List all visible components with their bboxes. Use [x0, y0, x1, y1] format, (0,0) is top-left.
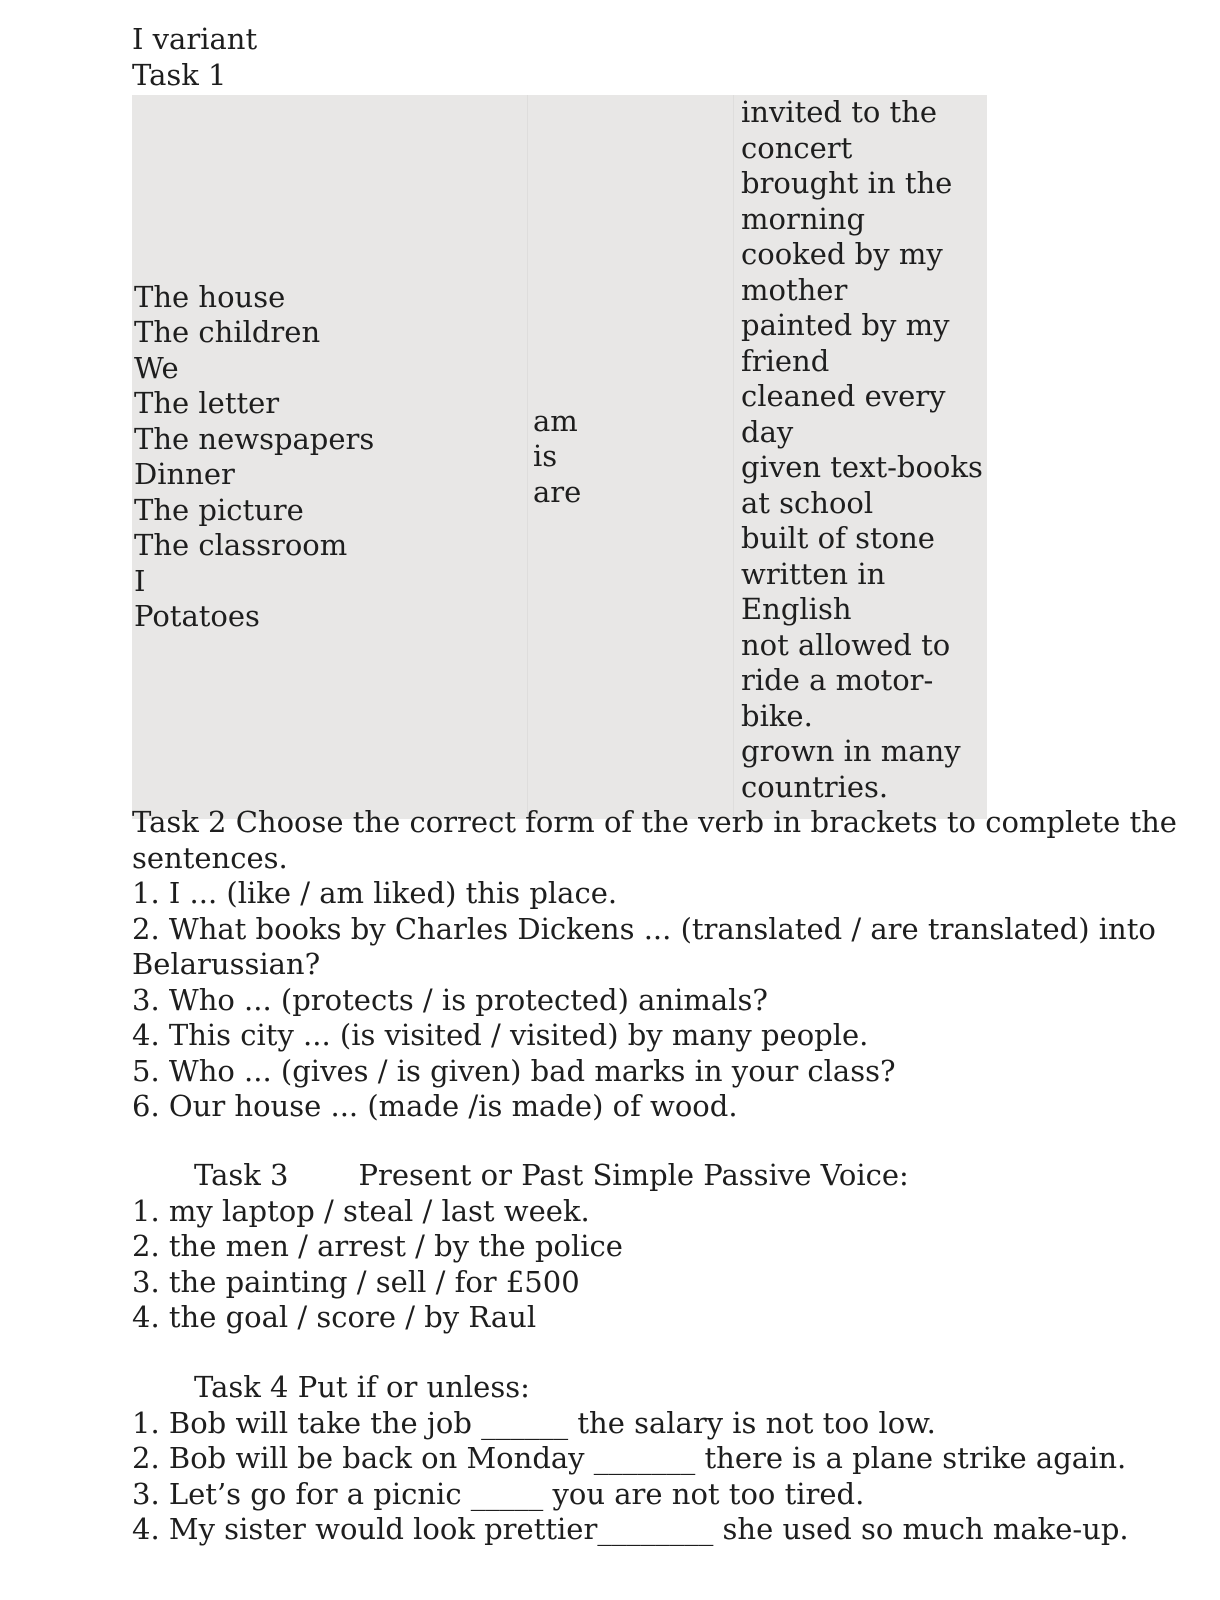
- task2-section: [132, 805, 1192, 1125]
- subject-item: The letter: [134, 386, 280, 420]
- phrase-item: built of stone: [741, 521, 935, 555]
- subject-item: The children: [134, 315, 321, 349]
- task4-item: 4. My sister would look prettier________ she used so much make-up.: [132, 1512, 1129, 1546]
- task2-item: 5. Who ... (gives / is given) bad marks in your class?: [132, 1053, 896, 1088]
- subject-item: The house: [134, 279, 286, 314]
- task2-item: 4. This city ... (is visited / visited) by many people.: [132, 1018, 869, 1052]
- task2-item: 2. What books by Charles Dickens ... (translated / are translated) into Belarussian?: [132, 911, 1156, 981]
- task4-item: 3. Let’s go for a picnic _____ you are not too tired.: [132, 1476, 865, 1511]
- subject-item: The picture: [134, 492, 304, 527]
- task3-item: 3. the painting / sell / for £500: [132, 1264, 580, 1299]
- phrase-item: not allowed to ride a motor-bike.: [741, 627, 951, 733]
- task3-item: 1. my laptop / steal / last week.: [132, 1193, 590, 1228]
- task2-instruction: Task 2 Choose the correct form of the verb in brackets to complete the sentences.: [132, 805, 1177, 875]
- verb-item: is: [533, 439, 558, 474]
- task4-section: [132, 1370, 1192, 1548]
- task1-table: [132, 95, 987, 819]
- subject-item: Dinner: [134, 457, 235, 491]
- task3-instruction: Present or Past Simple Passive Voice:: [358, 1158, 909, 1192]
- task1-title: Task 1: [132, 57, 227, 92]
- phrase-item: invited to the concert: [741, 95, 938, 165]
- subject-item: The classroom: [134, 528, 348, 562]
- task3-section: [132, 1158, 1192, 1336]
- task2-item: 6. Our house ... (made /is made) of wood.: [132, 1089, 738, 1123]
- task3-item: 2. the men / arrest / by the police: [132, 1229, 623, 1263]
- phrases-column: [734, 95, 987, 819]
- subject-item: The newspapers: [134, 421, 375, 456]
- variant-label: I variant: [132, 22, 258, 56]
- task2-item: 1. I ... (like / am liked) this place.: [132, 876, 618, 910]
- verb-item: am: [533, 403, 578, 438]
- subject-item: Potatoes: [134, 599, 260, 633]
- verb-item: are: [533, 474, 582, 509]
- task3-heading: [132, 1158, 1192, 1194]
- task3-title: Task 3: [194, 1158, 289, 1192]
- phrase-item: painted by my friend: [741, 308, 950, 378]
- phrase-item: written in English: [741, 556, 886, 626]
- phrase-item: cooked by my mother: [741, 237, 943, 307]
- subjects-column: [132, 95, 527, 819]
- task2-item: 3. Who ... (protects / is protected) animals?: [132, 982, 768, 1017]
- task3-item: 4. the goal / score / by Raul: [132, 1300, 537, 1334]
- phrase-item: brought in the morning: [741, 166, 953, 236]
- phrase-item: given text-books at school: [741, 450, 983, 520]
- task4-instruction: Task 4 Put if or unless:: [194, 1370, 530, 1404]
- task4-item: 1. Bob will take the job ______ the salary is not too low.: [132, 1405, 936, 1440]
- verbs-column: [527, 95, 734, 819]
- subject-item: I: [134, 563, 146, 598]
- phrase-item: cleaned every day: [741, 379, 946, 449]
- worksheet-header: [132, 22, 1192, 93]
- phrase-item: grown in many countries.: [741, 734, 961, 804]
- task4-item: 2. Bob will be back on Monday _______ there is a plane strike again.: [132, 1441, 1127, 1475]
- subject-item: We: [134, 350, 179, 385]
